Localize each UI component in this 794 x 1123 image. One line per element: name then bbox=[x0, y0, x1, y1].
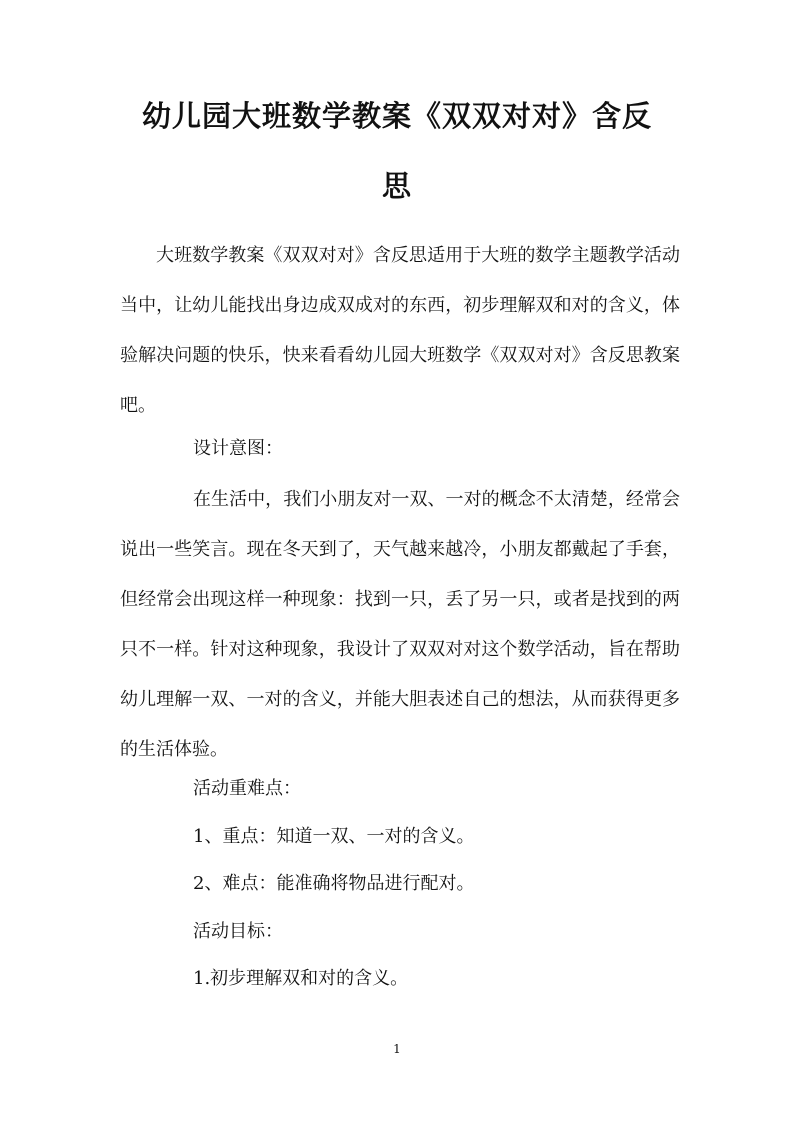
design-paragraph: 在生活中，我们小朋友对一双、一对的概念不太清楚，经常会说出一些笑言。现在冬天到了，天气越来越冷，小朋友都戴起了手套，但经常会出现这样一种现象：找到一只，丢了另一只，或者是找到的两只不一样。针对这种现象，我设计了双双对对这个数学活动，旨在帮助幼儿理解一双、一对的含义，并能大胆表述自己的想法，从而获得更多的生活体验。 bbox=[120, 489, 680, 760]
key-point-2: 2、难点：能准确将物品进行配对。 bbox=[193, 873, 475, 894]
design-heading: 设计意图： bbox=[193, 438, 283, 459]
document-title-line-2: 思 bbox=[381, 169, 412, 203]
document-title-line-1: 幼儿园大班数学教案《双双对对》含反 bbox=[141, 99, 652, 133]
goal-1: 1.初步理解双和对的含义。 bbox=[193, 968, 409, 989]
key-point-1: 1、重点：知道一双、一对的含义。 bbox=[193, 826, 475, 847]
goals-heading: 活动目标： bbox=[193, 921, 283, 942]
intro-paragraph: 大班数学教案《双双对对》含反思适用于大班的数学主题教学活动当中，让幼儿能找出身边成双成对的东西，初步理解双和对的含义，体验解决问题的快乐，快来看看幼儿园大班数学《双双对对》含反思教案吧。 bbox=[120, 245, 680, 416]
key-points-heading: 活动重难点： bbox=[193, 778, 301, 799]
page-number: 1 bbox=[393, 1042, 401, 1056]
